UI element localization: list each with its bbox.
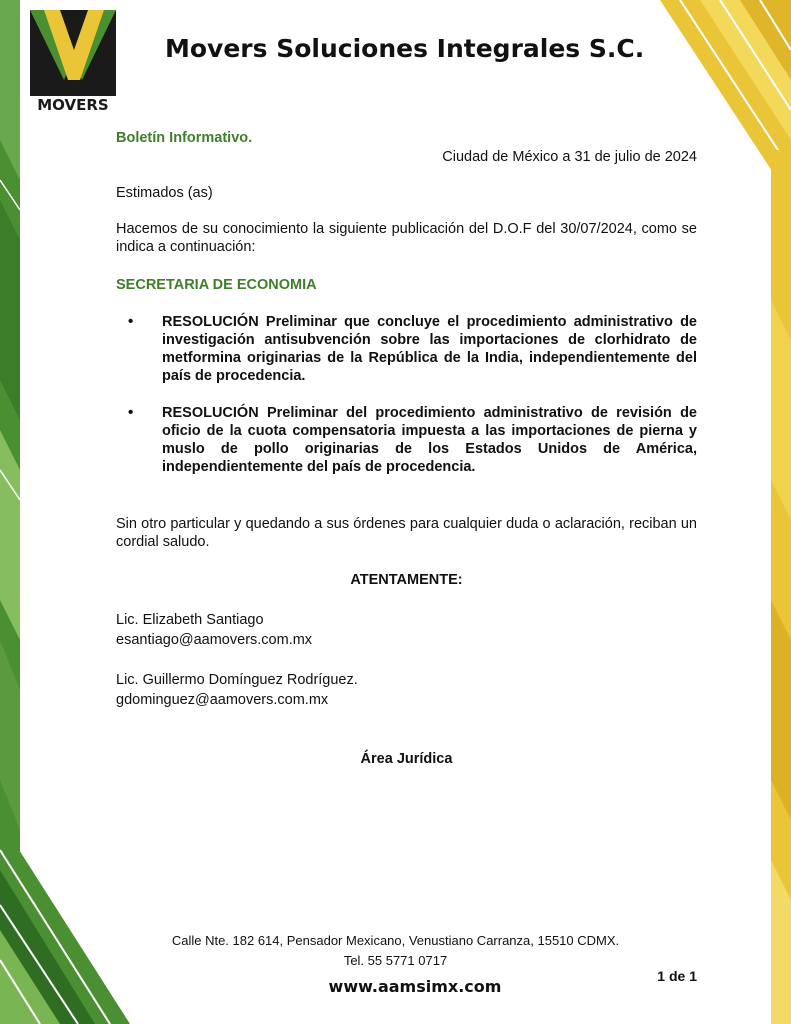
contact-name: Lic. Guillermo Domínguez Rodríguez. xyxy=(116,672,358,688)
footer-website: www.aamsimx.com xyxy=(328,977,502,996)
resolution-item: RESOLUCIÓN Preliminar del procedimiento administrativo de revisión de oficio de la cuota compensatoria impuesta a las importaciones de pierna y muslo de pollo originarias de los Estados Unidos de América, independientemente del país de procedencia. xyxy=(162,405,697,475)
bulletin-title: Boletín Informativo. xyxy=(116,130,253,146)
bullet-marker: • xyxy=(128,313,134,330)
section-title: SECRETARIA DE ECONOMIA xyxy=(116,277,317,293)
contact-email: gdominguez@aamovers.com.mx xyxy=(116,692,329,708)
contact-name: Lic. Elizabeth Santiago xyxy=(116,612,264,628)
right-yellow-band xyxy=(771,150,791,1024)
closing-paragraph: Sin otro particular y quedando a sus órdenes para cualquier duda o aclaración, reciban un cordial saludo. xyxy=(116,516,697,550)
resolution-item: RESOLUCIÓN Preliminar que concluye el procedimiento administrativo de investigación antisubvención sobre las importaciones de clorhidrato de metformina originarias de la República de la India, independientemente del país de procedencia. xyxy=(162,314,697,384)
department: Área Jurídica xyxy=(360,751,453,767)
bullet-marker: • xyxy=(128,404,134,421)
logo-wordmark: MOVERS xyxy=(37,96,109,114)
regards: ATENTAMENTE: xyxy=(350,572,463,588)
company-name: Movers Soluciones Integrales S.C. xyxy=(165,34,645,63)
contact-email: esantiago@aamovers.com.mx xyxy=(116,632,313,648)
footer-address: Calle Nte. 182 614, Pensador Mexicano, Venustiano Carranza, 15510 CDMX. xyxy=(171,933,620,948)
intro-paragraph: Hacemos de su conocimiento la siguiente publicación del D.O.F del 30/07/2024, como se indica a continuación: xyxy=(116,221,697,255)
footer-phone: Tel. 55 5771 0717 xyxy=(343,953,448,968)
movers-logo xyxy=(30,10,118,114)
salutation: Estimados (as) xyxy=(116,185,213,201)
page-number: 1 de 1 xyxy=(657,968,697,984)
place-date: Ciudad de México a 31 de julio de 2024 xyxy=(442,149,697,165)
